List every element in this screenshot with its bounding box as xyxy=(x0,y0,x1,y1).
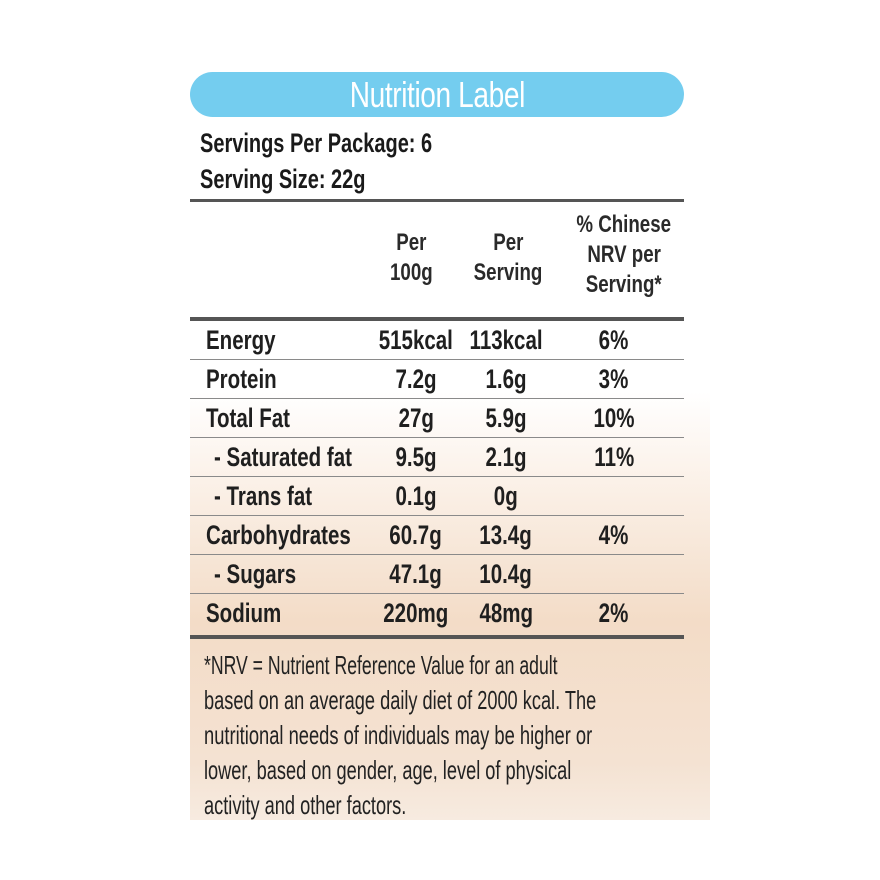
nutrient-name: Total Fat xyxy=(206,403,290,433)
value-per-serving: 0g xyxy=(494,481,518,511)
label-title: Nutrition Label xyxy=(349,73,525,115)
value-nrv: 2% xyxy=(599,598,629,628)
footnote-line: lower, based on gender, age, level of physical xyxy=(204,755,572,785)
table-row-sodium xyxy=(190,594,684,633)
table-row-carbohydrates xyxy=(190,516,684,555)
table-row-energy xyxy=(190,321,684,360)
servings-per-package-text: Servings Per Package: 6 xyxy=(200,128,433,158)
serving-size-text: Serving Size: 22g xyxy=(200,164,366,194)
value-per-100g: 27g xyxy=(398,403,434,433)
header-nrv-l1: % Chinese xyxy=(576,211,672,238)
nutrient-name: Carbohydrates xyxy=(206,520,351,550)
servings-per-package xyxy=(200,128,432,159)
value-per-serving: 13.4g xyxy=(479,520,533,550)
table-row-protein xyxy=(190,360,684,399)
header-per-serving-l1: Per xyxy=(492,229,524,256)
table-row-saturated-fat xyxy=(190,438,684,477)
nutrient-name: Sodium xyxy=(206,598,282,628)
header-per-serving-l2: Serving xyxy=(473,259,543,286)
footnote-line: based on an average daily diet of 2000 kcal. The xyxy=(204,685,597,715)
nrv-footnote xyxy=(204,648,676,823)
header-nrv-l3: Serving* xyxy=(586,271,662,298)
header-per-100g-l2: 100g xyxy=(389,259,433,286)
nutrient-name: - Saturated fat xyxy=(214,442,352,472)
value-nrv: 6% xyxy=(599,325,629,355)
bottom-rule xyxy=(190,635,684,639)
title-bar xyxy=(190,72,684,117)
value-per-100g: 220mg xyxy=(383,598,449,628)
value-per-100g: 515kcal xyxy=(378,325,454,355)
top-rule xyxy=(190,199,684,202)
header-per-100g-l1: Per xyxy=(395,229,427,256)
nutrient-name: Energy xyxy=(206,325,276,355)
serving-size xyxy=(200,164,365,195)
nutrient-name: Protein xyxy=(206,364,277,394)
nutrient-name: - Trans fat xyxy=(214,481,313,511)
value-nrv xyxy=(564,555,664,594)
value-per-100g: 7.2g xyxy=(395,364,437,394)
table-row-trans-fat xyxy=(190,477,684,516)
header-per-serving xyxy=(458,228,558,288)
value-per-serving: 48mg xyxy=(479,598,533,628)
value-per-100g: 9.5g xyxy=(395,442,437,472)
footnote-line: activity and other factors. xyxy=(204,790,407,820)
value-per-serving: 1.6g xyxy=(485,364,527,394)
header-per-100g xyxy=(366,228,456,288)
nutrient-name: - Sugars xyxy=(214,559,297,589)
value-per-serving: 5.9g xyxy=(485,403,527,433)
table-row-sugars xyxy=(190,555,684,594)
footnote-line: nutritional needs of individuals may be higher or xyxy=(204,720,593,750)
value-nrv: 3% xyxy=(599,364,629,394)
header-nrv xyxy=(554,210,694,300)
value-per-serving: 2.1g xyxy=(485,442,527,472)
value-per-serving: 10.4g xyxy=(479,559,533,589)
value-nrv: 10% xyxy=(593,403,635,433)
header-nrv-l2: NRV per xyxy=(587,241,661,268)
value-per-100g: 60.7g xyxy=(389,520,443,550)
table-row-total-fat xyxy=(190,399,684,438)
value-per-100g: 0.1g xyxy=(395,481,437,511)
value-per-serving: 113kcal xyxy=(469,325,543,355)
value-per-100g: 47.1g xyxy=(389,559,443,589)
value-nrv: 4% xyxy=(599,520,629,550)
value-nrv: 11% xyxy=(594,442,634,472)
footnote-line: *NRV = Nutrient Reference Value for an adult xyxy=(204,650,558,680)
value-nrv xyxy=(564,477,664,516)
